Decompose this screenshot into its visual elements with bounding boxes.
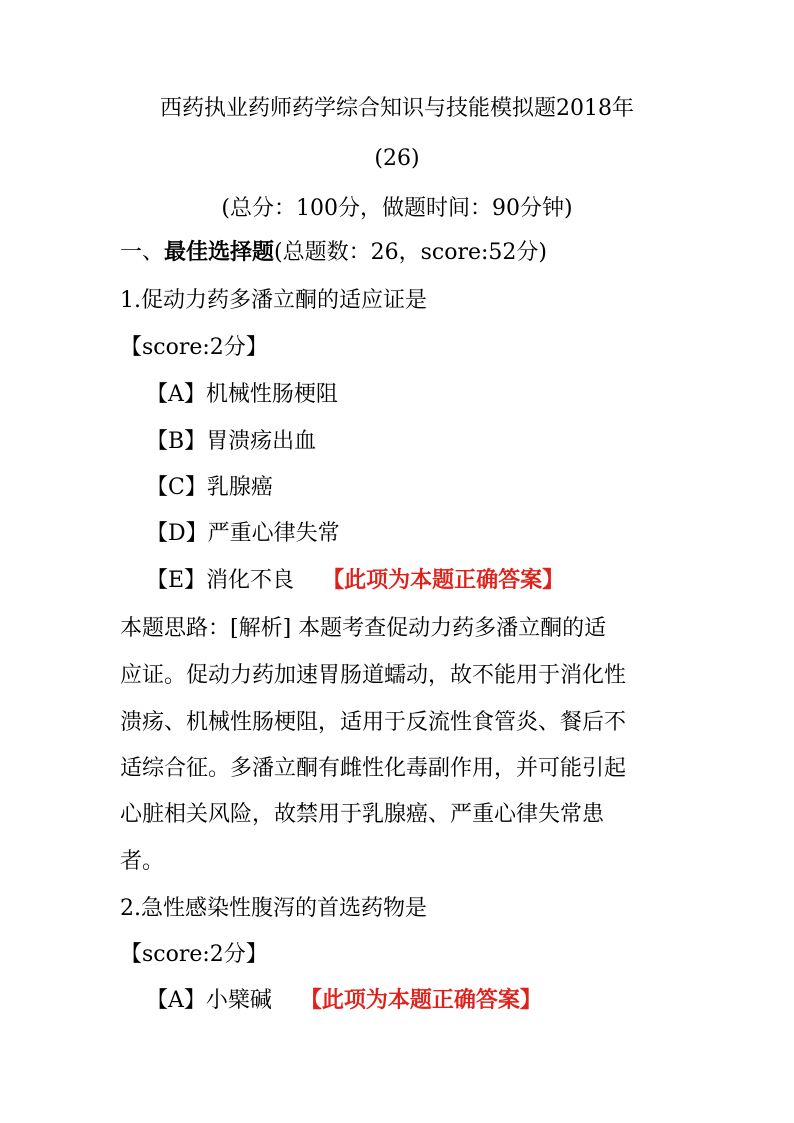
question-1-explanation-line: 应证。促动力药加速胃肠道蠕动，故不能用于消化性 — [120, 663, 627, 688]
question-2-option-a-row — [146, 990, 542, 1012]
section-heading — [120, 242, 547, 264]
question-1-option-c: 【C】乳腺癌 — [146, 475, 273, 500]
question-2-stem: 2.急性感染性腹泻的首选药物是 — [120, 896, 427, 921]
doc-title-line1: 西药执业药师药学综合知识与技能模拟题2018年 — [160, 96, 634, 121]
question-1-option-a: 【A】机械性肠梗阻 — [146, 382, 338, 407]
question-1-explanation-line: 心脏相关风险，故禁用于乳腺癌、严重心律失常患 — [120, 802, 605, 827]
question-2-score: 【score:2分】 — [120, 942, 268, 967]
question-1-correct-answer-mark: 【此项为本题正确答案】 — [322, 568, 565, 593]
question-1-option-d: 【D】严重心律失常 — [146, 521, 340, 546]
question-1-score: 【score:2分】 — [120, 335, 268, 360]
question-1-explanation-line: 溃疡、机械性肠梗阻，适用于反流性食管炎、餐后不 — [120, 710, 627, 735]
question-1-option-b: 【B】胃溃疡出血 — [146, 429, 317, 454]
question-2-correct-answer-mark: 【此项为本题正确答案】 — [299, 988, 542, 1013]
section-name: 最佳选择题 — [164, 240, 275, 265]
question-1-option-e-row — [146, 570, 564, 592]
section-info: (总题数：26，score:52分) — [274, 240, 547, 265]
question-1-stem: 1.促动力药多潘立酮的适应证是 — [120, 288, 427, 313]
question-1-explanation-line: 者。 — [120, 849, 165, 874]
question-1-option-e: 【E】消化不良 — [146, 568, 295, 593]
question-1-explanation-line: 本题思路：[解析] 本题考查促动力药多潘立酮的适 — [120, 616, 607, 641]
section-prefix: 一、 — [120, 240, 165, 265]
doc-title-line2: (26) — [374, 146, 420, 171]
question-2-option-a: 【A】小檗碱 — [146, 988, 272, 1013]
doc-meta: (总分：100分，做题时间：90分钟) — [221, 196, 573, 221]
question-1-explanation-line: 适综合征。多潘立酮有雌性化毒副作用，并可能引起 — [120, 756, 627, 781]
